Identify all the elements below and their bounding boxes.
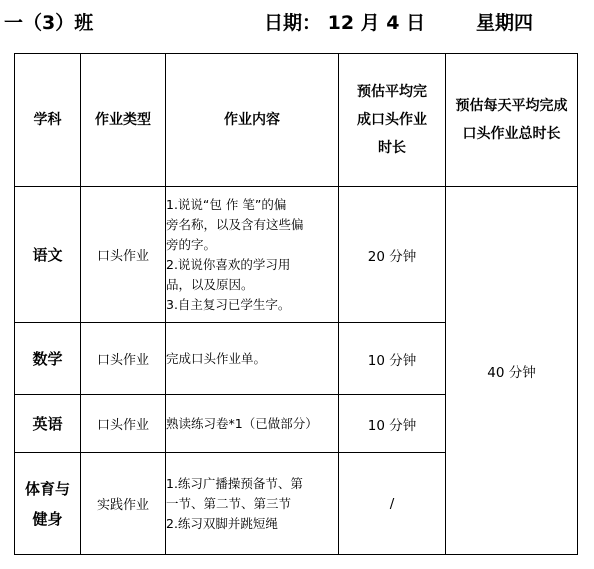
content-line: 3.自主复习已学生字。 bbox=[166, 296, 291, 312]
page-header bbox=[0, 0, 594, 44]
subject-cell bbox=[15, 453, 81, 555]
content-line: 品，以及原因。 bbox=[166, 276, 254, 292]
type-cell: 口头作业 bbox=[81, 187, 166, 323]
duration-cell: / bbox=[339, 453, 446, 555]
column-header-content: 作业内容 bbox=[166, 54, 339, 187]
table-row bbox=[15, 187, 578, 323]
header-line: 成口头作业 bbox=[357, 112, 427, 128]
subject-cell: 语文 bbox=[15, 187, 81, 323]
column-header-total-duration bbox=[446, 54, 578, 187]
date-label: 日期： 12 月 4 日 bbox=[264, 12, 426, 34]
type-cell: 口头作业 bbox=[81, 395, 166, 453]
content-line: 1.说说“包 作 笔”的偏 bbox=[166, 196, 287, 212]
content-cell bbox=[166, 187, 339, 323]
type-cell: 实践作业 bbox=[81, 453, 166, 555]
content-cell bbox=[166, 453, 339, 555]
header-line: 预估每天平均完成 bbox=[455, 98, 568, 114]
content-line: 熟读练习卷*1（已做部分） bbox=[166, 415, 318, 431]
header-line: 口头作业总时长 bbox=[462, 126, 561, 142]
content-cell bbox=[166, 323, 339, 395]
content-line: 旁名称，以及含有这些偏 bbox=[166, 216, 304, 232]
content-line: 一节、第二节、第三节 bbox=[166, 495, 292, 511]
subject-cell: 英语 bbox=[15, 395, 81, 453]
content-line: 1.练习广播操预备节、第 bbox=[166, 475, 303, 491]
type-cell: 口头作业 bbox=[81, 323, 166, 395]
table-header-row bbox=[15, 54, 578, 187]
column-header-type: 作业类型 bbox=[81, 54, 166, 187]
total-duration-cell: 40 分钟 bbox=[446, 187, 578, 555]
column-header-average-duration bbox=[339, 54, 446, 187]
subject-cell: 数学 bbox=[15, 323, 81, 395]
header-line: 预估平均完 bbox=[357, 84, 427, 100]
column-header-subject: 学科 bbox=[15, 54, 81, 187]
duration-cell: 10 分钟 bbox=[339, 395, 446, 453]
content-line: 2.练习双脚并跳短绳 bbox=[166, 515, 278, 531]
duration-cell: 10 分钟 bbox=[339, 323, 446, 395]
content-cell bbox=[166, 395, 339, 453]
subject-line: 体育与 bbox=[24, 479, 70, 498]
content-line: 完成口头作业单。 bbox=[166, 350, 267, 366]
duration-cell: 20 分钟 bbox=[339, 187, 446, 323]
content-line: 2.说说你喜欢的学习用 bbox=[166, 256, 291, 272]
subject-line: 健身 bbox=[32, 509, 63, 528]
weekday-label: 星期四 bbox=[476, 12, 534, 34]
header-line: 时长 bbox=[378, 140, 406, 156]
homework-table bbox=[14, 53, 578, 555]
class-name: 一（3）班 bbox=[4, 12, 94, 34]
content-line: 旁的字。 bbox=[166, 236, 217, 252]
